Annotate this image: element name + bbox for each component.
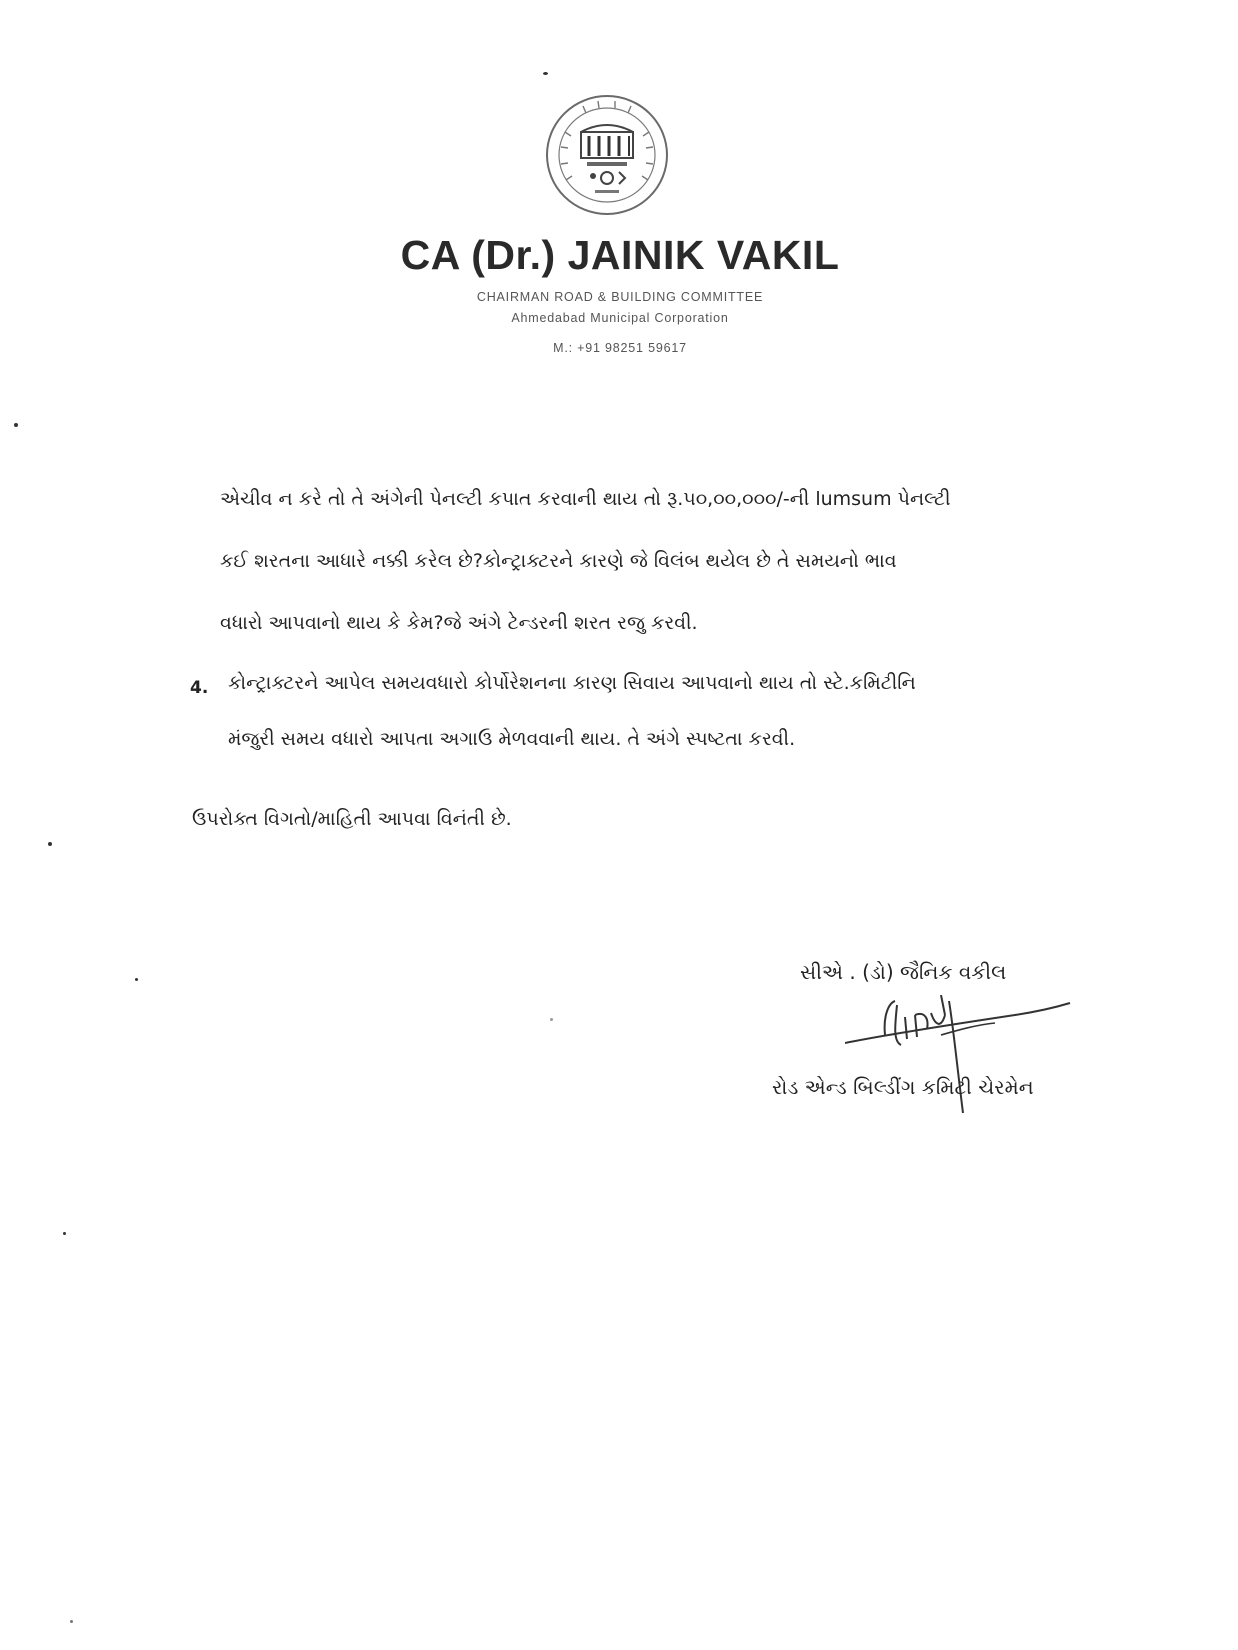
signatory-name: સીએ . (ડો) જૈનિક વકીલ <box>800 960 1007 984</box>
letterhead-mobile: M.: +91 98251 59617 <box>553 341 687 355</box>
item-4-line-1: કોન્ટ્રાક્ટરને આપેલ સમયવધારો કોર્પોરેશનના કારણ સિવાય આપવાનો થાય તો સ્ટે.કમિટીનિ <box>228 672 916 694</box>
signatory-designation: રોડ એન્ડ બિલ્ડીંગ કમિટી ચેરમેન <box>772 1075 1034 1099</box>
handwritten-signature <box>845 995 1075 1125</box>
item-number: 4. <box>190 678 209 698</box>
scan-speck <box>48 842 52 846</box>
letterhead-title: CHAIRMAN ROAD & BUILDING COMMITTEE <box>476 290 764 304</box>
body-line-2: કઈ શરતના આધારે નક્કી કરેલ છે?કોન્ટ્રાક્ટરને કારણે જે વિલંબ થયેલ છે તે સમયનો ભાવ <box>220 550 897 572</box>
body-line-3: વધારો આપવાનો થાય કે કેમ?જે અંગે ટેન્ડરની શરત રજુ કરવી. <box>220 612 698 634</box>
letterhead-name: CA (Dr.) JAINIK VAKIL <box>400 232 840 278</box>
scan-speck <box>135 978 138 981</box>
item-4-line-2: મંજુરી સમય વધારો આપતા અગાઉ મેળવવાની થાય. તે અંગે સ્પષ્ટતા કરવી. <box>228 728 796 750</box>
scan-speck <box>70 1620 73 1623</box>
scan-speck <box>14 423 18 427</box>
body-line-1: એચીવ ન કરે તો તે અંગેની પેનલ્ટી કપાત કરવાની થાય તો રૂ.૫૦,૦૦,૦૦૦/-ની lumsum પેનલ્ટી <box>220 488 951 510</box>
municipal-seal-logo <box>543 92 671 218</box>
scan-speck <box>543 72 548 75</box>
letterhead-organization: Ahmedabad Municipal Corporation <box>511 311 729 325</box>
closing-line: ઉપરોક્ત વિગતો/માહિતી આપવા વિનંતી છે. <box>192 808 512 830</box>
scan-speck <box>63 1232 66 1235</box>
scan-speck <box>550 1018 553 1021</box>
